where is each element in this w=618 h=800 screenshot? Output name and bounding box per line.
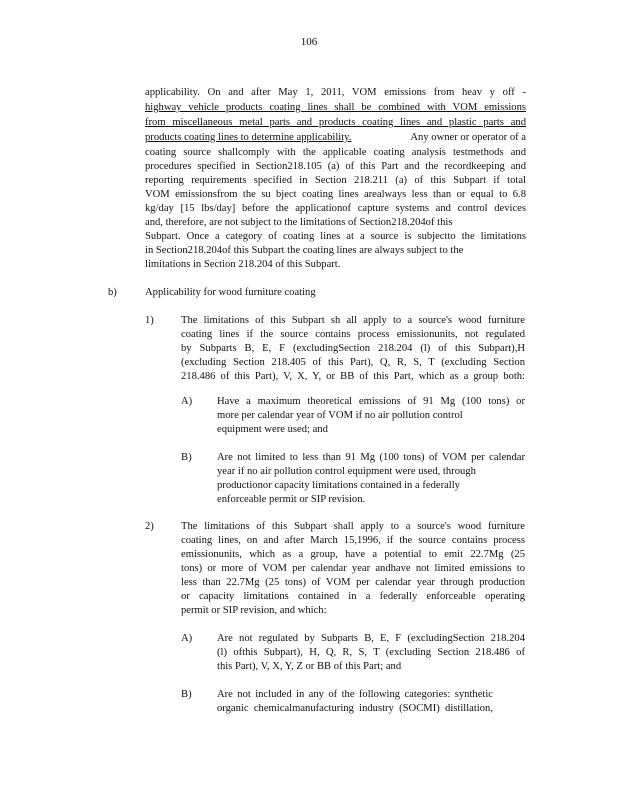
item-2-line: coating lines, on and after March 15,1996, if the source contains process bbox=[181, 535, 525, 546]
item-1-sub-b-line: enforceable permit or SIP revision. bbox=[217, 494, 366, 505]
intro-line: procedures specified in Section218.105 (a) of this Part and the recordkeeping and bbox=[145, 161, 526, 172]
item-1-sub-a-line: equipment were used; and bbox=[217, 424, 328, 435]
item-1-sub-b-line: Are not limited to less than 91 Mg (100 tons) of VOM per calendar bbox=[217, 452, 525, 463]
item-2-label: 2) bbox=[145, 521, 154, 532]
item-1-line: coating lines if the source contains process emissionunits, not regulated bbox=[181, 329, 525, 340]
intro-line: reporting requirements specified in Section 218.211 (a) of this Subpart if total bbox=[145, 175, 526, 186]
intro-line: coating source shallcomply with the applicable coating analysis testmethods and bbox=[145, 147, 526, 158]
item-2-sub-a-line: this Part), V, X, Y, Z or BB of this Part; and bbox=[217, 661, 402, 672]
item-2-line: or capacity limitations contained in a federally enforceable operating bbox=[181, 591, 525, 602]
item-2-sub-a-line: Are not regulated by Subparts B, E, F (excludingSection 218.204 bbox=[217, 633, 525, 644]
intro-line: applicability. On and after May 1, 2011, VOM emissions from heav y off - bbox=[145, 87, 526, 98]
item-1-sub-b-label: B) bbox=[181, 452, 192, 463]
intro-line: and, therefore, are not subject to the limitations of Section218.204of this bbox=[145, 217, 453, 228]
item-2-sub-b-line: Are not included in any of the following categories: synthetic bbox=[217, 689, 493, 700]
item-1-line: The limitations of this Subpart sh all apply to a source's wood furniture bbox=[181, 315, 525, 326]
item-2-line: permit or SIP revision, and which: bbox=[181, 605, 327, 616]
item-2-line: emissionunits, which as a group, have a potential to emit 22.7Mg (25 bbox=[181, 549, 525, 560]
item-1-sub-b-line: year if no air pollution control equipment were used, through bbox=[217, 466, 476, 477]
item-1-label: 1) bbox=[145, 315, 154, 326]
intro-line-tail: Any owner or operator of a bbox=[410, 132, 526, 143]
item-2-sub-b-label: B) bbox=[181, 689, 192, 700]
section-b-label: b) bbox=[108, 287, 117, 298]
item-2-sub-b-line: organic chemicalmanufacturing industry (SOCMI) distillation, bbox=[217, 703, 493, 714]
intro-line: in Section218.204of this Subpart the coating lines are always subject to the bbox=[145, 245, 464, 256]
item-2-line: tons) or more of VOM per calendar year andhave not limited emissions to bbox=[181, 563, 525, 574]
item-2-sub-a-line: (l) ofthis Subpart), H, Q, R, S, T (excluding Section 218.486 of bbox=[217, 647, 525, 658]
intro-line: from miscellaneous metal parts and products coating lines and plastic parts and bbox=[145, 117, 526, 128]
item-1-sub-a-label: A) bbox=[181, 396, 193, 407]
intro-line: kg/day [15 lbs/day] before the applicationof capture systems and control devices bbox=[145, 203, 526, 214]
item-2-line: The limitations of this Subpart shall apply to a source's wood furniture bbox=[181, 521, 525, 532]
intro-line: products coating lines to determine applicability. bbox=[145, 132, 352, 143]
item-2-line: less than 22.7Mg (25 tons) of VOM per calendar year through production bbox=[181, 577, 525, 588]
item-2-sub-a-label: A) bbox=[181, 633, 193, 644]
page-number: 106 bbox=[300, 36, 318, 48]
item-1-line: (excluding Section 218.405 of this Part), Q, R, S, T (excluding Section bbox=[181, 357, 525, 368]
intro-line: highway vehicle products coating lines shall be combined with VOM emissions bbox=[145, 102, 526, 113]
item-1-line: by Subparts B, E, F (excludingSection 218.204 (l) of this Subpart),H bbox=[181, 343, 525, 354]
intro-line: VOM emissionsfrom the su bject coating lines arealways less than or equal to 6.8 bbox=[145, 189, 526, 200]
item-1-sub-a-line: more per calendar year of VOM if no air pollution control bbox=[217, 410, 463, 421]
item-1-sub-b-line: productionor capacity limitations contained in a federally bbox=[217, 480, 460, 491]
item-1-sub-a-line: Have a maximum theoretical emissions of 91 Mg (100 tons) or bbox=[217, 396, 525, 407]
section-b-heading: Applicability for wood furniture coating bbox=[145, 287, 316, 298]
intro-line: limitations in Section 218.204 of this Subpart. bbox=[145, 259, 341, 270]
intro-line: Subpart. Once a category of coating lines at a source is subjectto the limitations bbox=[145, 231, 526, 242]
item-1-line: 218.486 of this Part), V, X, Y, or BB of this Part, which as a group both: bbox=[181, 371, 525, 382]
